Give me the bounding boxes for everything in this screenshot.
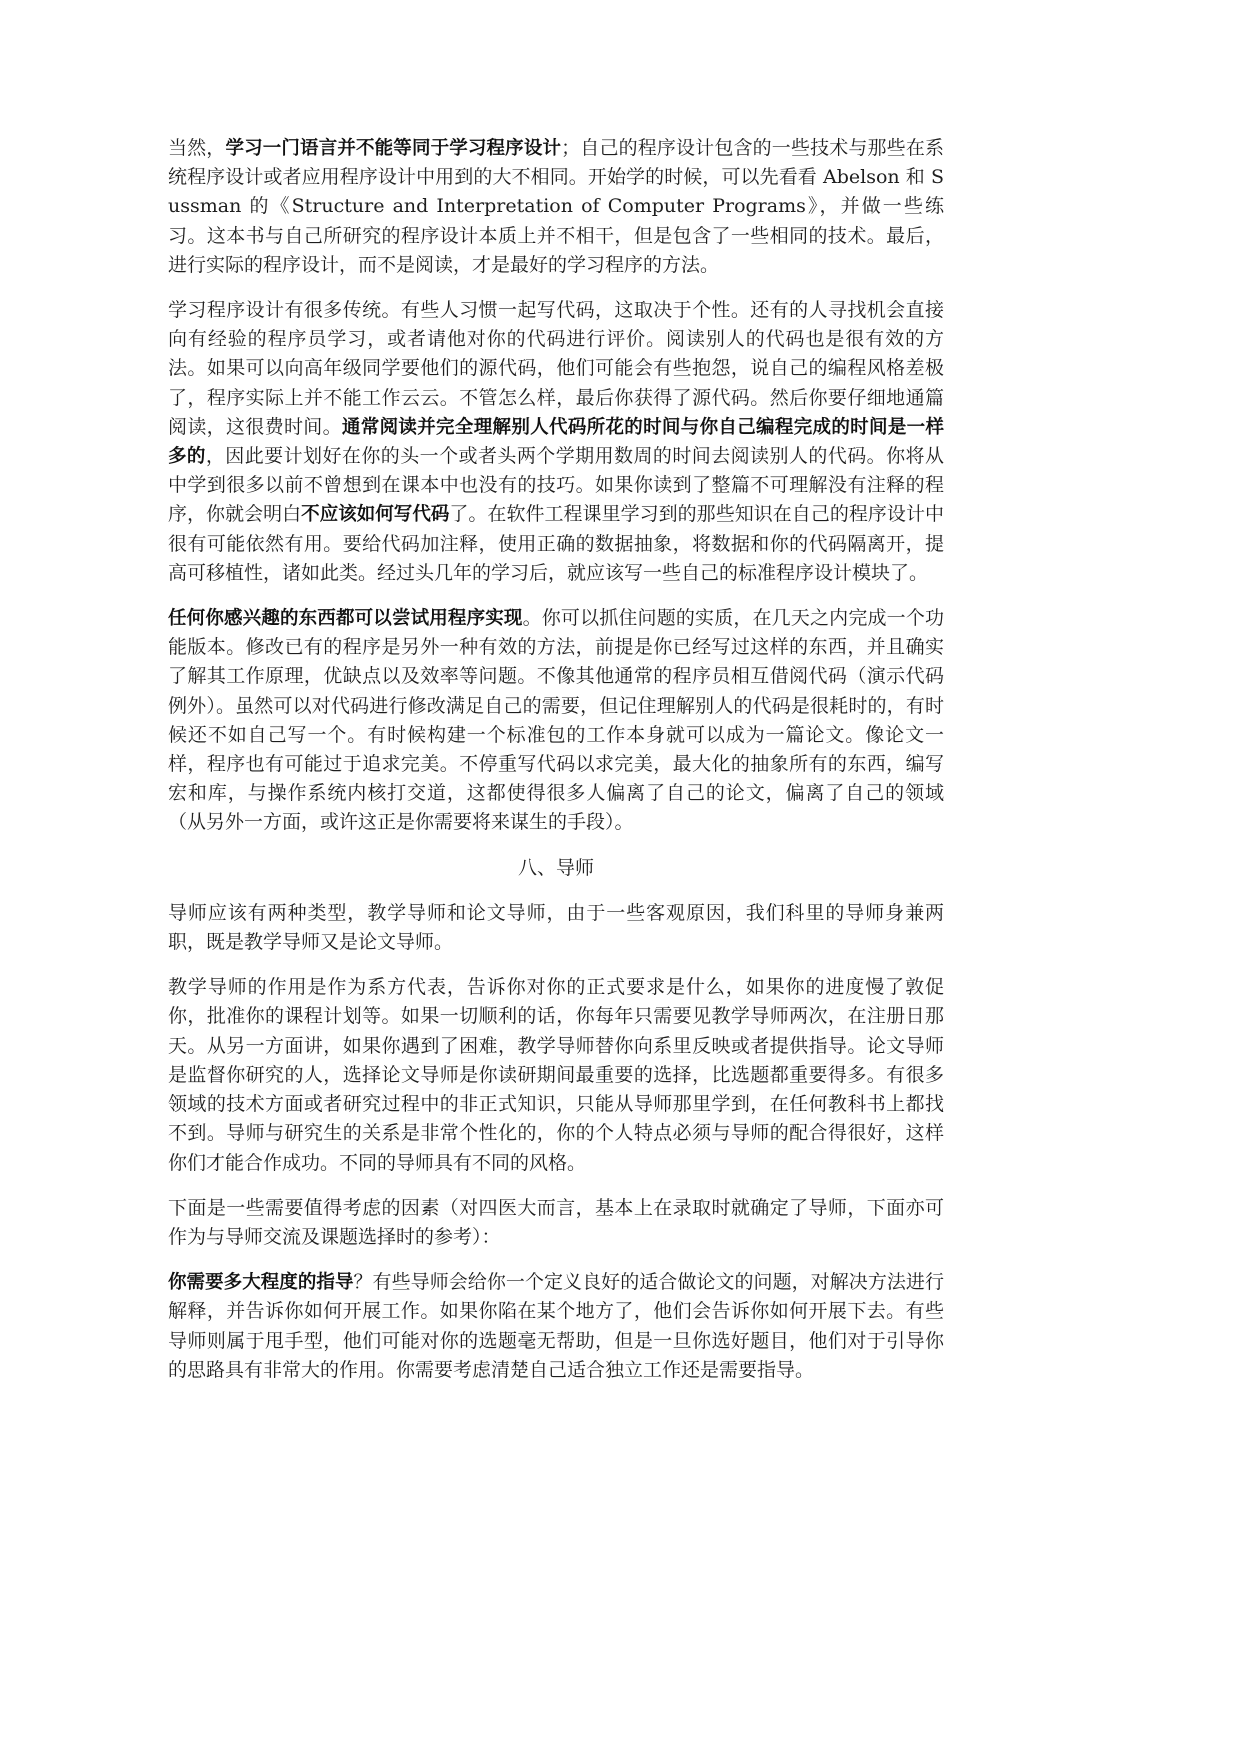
text-segment: 下面是一些需要值得考虑的因素（对四医大而言，基本上在录取时就确定了导师，下面亦可作为与导师交流及课题选择时的参考）： (168, 1196, 944, 1248)
text-segment: ？有些导师会给你一个定义良好的适合做论文的问题，对解决方法进行解释，并告诉你如何开展工作。如果你陷在某个地方了，他们会告诉你如何开展下去。有些导师则属于甩手型，他们可能对你的选题毫无帮助，但是一旦你选好题目，他们对于引导你的思路具有非常大的作用。你需要考虑清楚自己适合独立工作还是需要指导。 (168, 1271, 944, 1381)
bold-emphasis: 学习一门语言并不能等同于学习程序设计 (225, 138, 562, 159)
text-segment: 。你可以抓住问题的实质，在几天之内完成一个功能版本。修改已有的程序是另外一种有效的方法，前提是你已经写过这样的东西，并且确实了解其工作原理，优缺点以及效率等问题。不像其他通常的程序员相互借阅代码（演示代码例外）。虽然可以对代码进行修改满足自己的需要，但记住理解别人的代码是很耗时的，有时候还不如自己写一个。有时候构建一个标准包的工作本身就可以成为一篇论文。像论文一样，程序也有可能过于追求完美。不停重写代码以求完美，最大化的抽象所有的东西，编写宏和库，与操作系统内核打交道，这都使得很多人偏离了自己的论文，偏离了自己的领域（从另外一方面，或许这正是你需要将来谋生的手段）。 (168, 607, 944, 834)
bold-emphasis: 不应该如何写代码 (301, 504, 450, 526)
text-segment: ；自己的程序设计包含的一些技术与那些在系统程序设计或者应用程序设计中用到的大不相同。开始学的时候，可以先看看 Abelson 和 Sussman 的《Structure and Interpretation of Computer Programs》，并做一些练习。这本书与自己所研究的程序设计本质上并不相干，但是包含了一些相同的技术。最后，进行实际的程序设计，而不是阅读，才是最好的学习程序的方法。 (168, 137, 944, 276)
paragraph-advisor-types (168, 899, 944, 957)
paragraph-factors-intro (168, 1194, 944, 1252)
paragraph-programming-traditions (168, 296, 944, 588)
section-heading: 八、导师 (517, 856, 594, 879)
text-segment: 学习程序设计有很多传统。有些人习惯一起写代码，这取决于个性。还有的人寻找机会直接向有经验的程序员学习，或者请他对你的代码进行评价。阅读别人的代码也是很有效的方法。如果可以向高年级同学要他们的源代码，他们可能会有些抱怨，说自己的编程风格差极了，程序实际上并不能工作云云。不管怎么样，最后你获得了源代码。然后你要仔细地通篇阅读，这很费时间。 (168, 299, 944, 438)
bold-emphasis: 任何你感兴趣的东西都可以尝试用程序实现 (168, 608, 523, 630)
paragraph-learning-language (168, 134, 944, 280)
bold-emphasis: 你需要多大程度的指导 (168, 1272, 354, 1294)
paragraph-guidance-needed (168, 1268, 944, 1385)
text-segment: 导师应该有两种类型，教学导师和论文导师，由于一些客观原因，我们科里的导师身兼两职，既是教学导师又是论文导师。 (168, 901, 944, 954)
paragraph-teaching-advisor (168, 973, 944, 1177)
text-segment: 当然， (168, 137, 226, 159)
bold-emphasis: 通常阅读并完全理解别人代码所花的时间与你自己编程完成的时间是一样多的 (168, 416, 944, 468)
document-body (168, 134, 944, 1401)
paragraph-try-implement (168, 604, 944, 838)
text-segment: 教学导师的作用是作为系方代表，告诉你对你的正式要求是什么，如果你的进度慢了敦促你，批准你的课程计划等。如果一切顺利的话，你每年只需要见教学导师两次，在注册日那天。从另一方面讲，如果你遇到了困难，教学导师替你向系里反映或者提供指导。论文导师是监督你研究的人，选择论文导师是你读研期间最重要的选择，比选题都重要得多。有很多领域的技术方面或者研究过程中的非正式知识，只能从导师那里学到，在任何教科书上都找不到。导师与研究生的关系是非常个性化的，你的个人特点必须与导师的配合得很好，这样你们才能合作成功。不同的导师具有不同的风格。 (168, 976, 944, 1174)
text-segment: ，因此要计划好在你的头一个或者头两个学期用数周的时间去阅读别人的代码。你将从中学到很多以前不曾想到在课本中也没有的技巧。如果你读到了整篇不可理解没有注释的程序，你就会明白 (168, 445, 944, 526)
text-segment: 了。在软件工程课里学习到的那些知识在自己的程序设计中很有可能依然有用。要给代码加注释，使用正确的数据抽象，将数据和你的代码隔离开，提高可移植性，诸如此类。经过头几年的学习后，就应该写一些自己的标准程序设计模块了。 (168, 503, 944, 584)
